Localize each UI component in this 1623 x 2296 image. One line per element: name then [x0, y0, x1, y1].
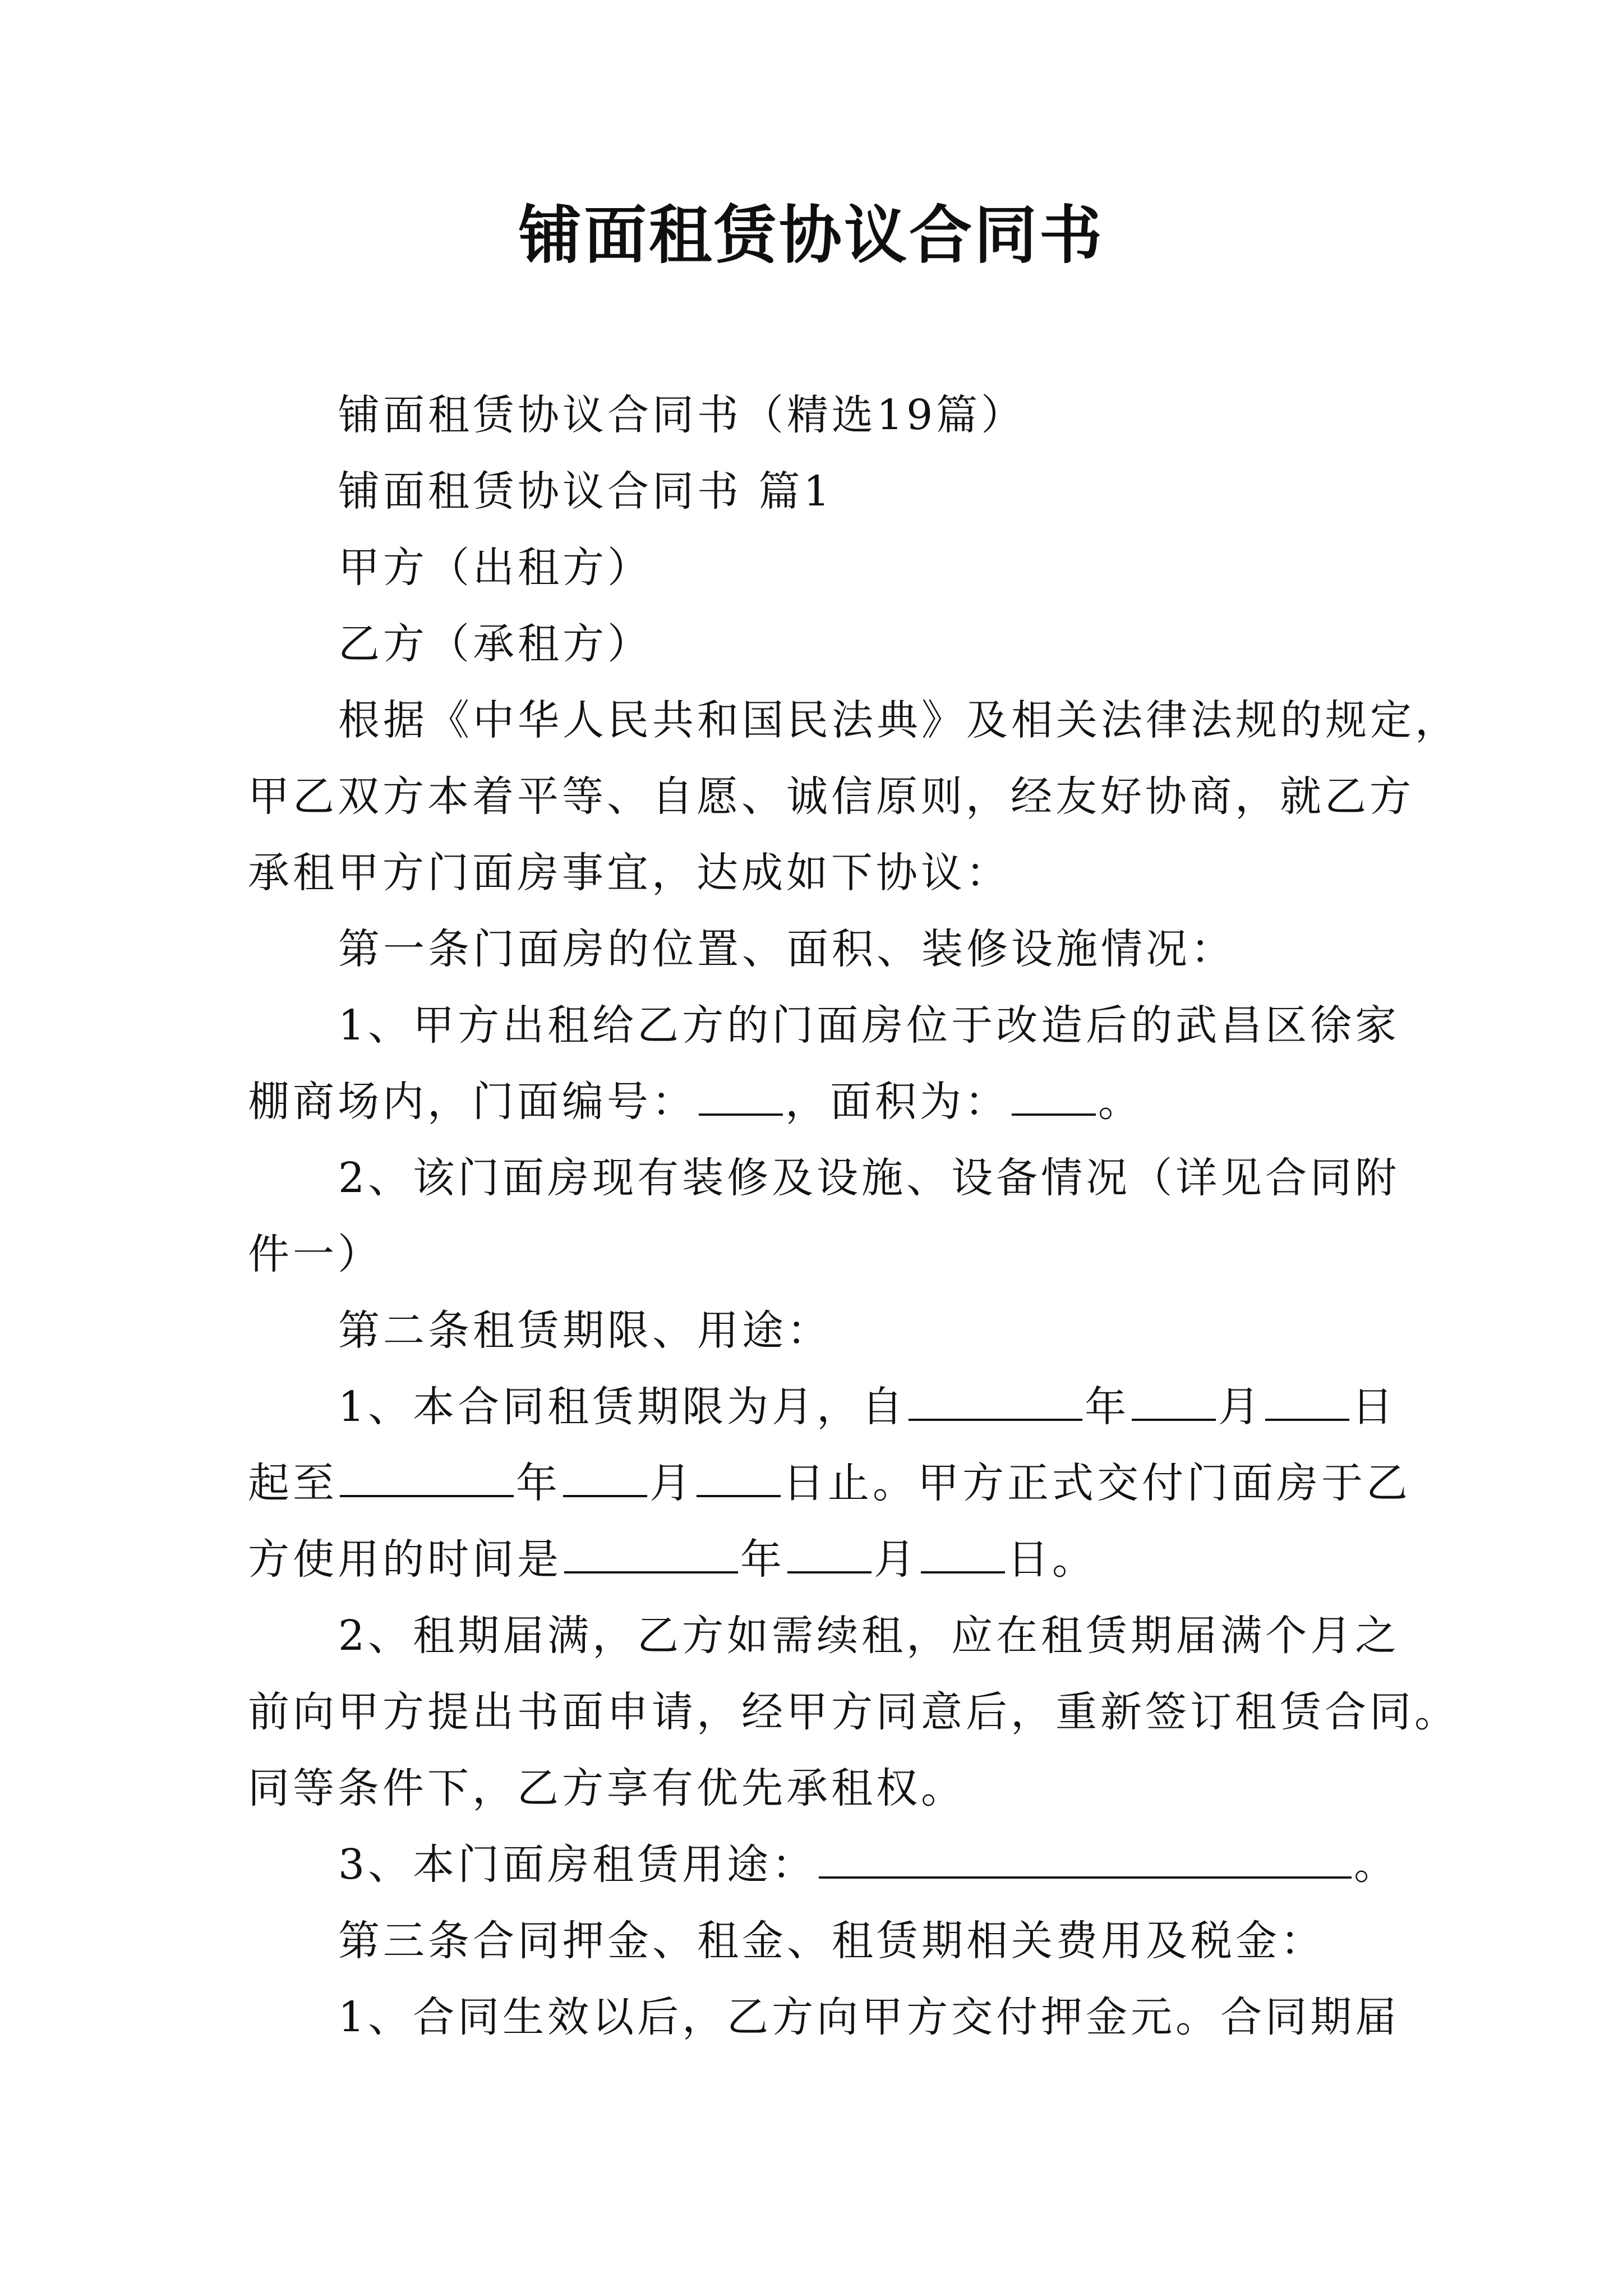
fill-in-blank — [909, 1383, 1082, 1421]
line-text: 年 — [1085, 1383, 1130, 1431]
line-text: 起至 — [248, 1459, 338, 1507]
line-text: 年 — [516, 1459, 561, 1507]
line-text: 方使用的时间是 — [248, 1535, 562, 1584]
line-text: 月 — [649, 1459, 694, 1507]
document-title: 铺面租赁协议合同书 — [519, 199, 1104, 272]
body-line — [248, 1074, 1143, 1130]
line-text: 棚商场内，门面编号： — [248, 1078, 697, 1126]
body-line — [338, 1379, 1396, 1435]
article-heading: 第二条租赁期限、用途： — [338, 1306, 832, 1355]
subtitle-line: 铺面租赁协议合同书（精选19篇） — [338, 391, 1026, 439]
body-line: 甲乙双方本着平等、自愿、诚信原则，经友好协商，就乙方 — [248, 772, 1414, 821]
party-a-line: 甲方（出租方） — [338, 544, 652, 592]
fill-in-blank — [1012, 1078, 1096, 1116]
body-line: 1、合同生效以后，乙方向甲方交付押金元。合同期届 — [338, 1993, 1400, 2041]
line-text: 日止。甲方正式交付门面房于乙 — [783, 1459, 1411, 1507]
line-text: 。 — [1354, 1841, 1399, 1889]
line-text: 月 — [874, 1535, 919, 1584]
article-heading: 第三条合同押金、租金、租赁期相关费用及税金： — [338, 1917, 1325, 1965]
line-text: 1、本合同租赁期限为月，自 — [338, 1383, 907, 1431]
fill-in-blank — [1132, 1383, 1216, 1421]
article-heading: 第一条门面房的位置、面积、装修设施情况： — [338, 925, 1235, 973]
fill-in-blank — [697, 1459, 781, 1497]
line-text: 。 — [1098, 1078, 1143, 1126]
body-line: 根据《中华人民共和国民法典》及相关法律法规的规定， — [338, 696, 1460, 744]
line-text: ，面积为： — [785, 1078, 1009, 1126]
body-line: 承租甲方门面房事宜，达成如下协议： — [248, 849, 1011, 897]
line-text: 3、本门面房租赁用途： — [338, 1841, 817, 1889]
body-line: 件一） — [248, 1230, 382, 1278]
fill-in-blank — [340, 1459, 514, 1497]
fill-in-blank — [1265, 1383, 1349, 1421]
fill-in-blank — [699, 1078, 783, 1116]
fill-in-blank — [564, 1535, 738, 1573]
line-text: 年 — [740, 1535, 785, 1584]
body-line — [338, 1837, 1399, 1893]
body-line: 2、该门面房现有装修及设施、设备情况（详见合同附 — [338, 1154, 1400, 1202]
fill-in-blank — [563, 1459, 647, 1497]
fill-in-blank — [819, 1841, 1352, 1879]
body-line: 2、租期届满，乙方如需续租，应在租赁期届满个月之 — [338, 1612, 1400, 1660]
fill-in-blank — [787, 1535, 872, 1573]
fill-in-blank — [921, 1535, 1005, 1573]
line-text: 日。 — [1007, 1535, 1097, 1584]
body-line — [248, 1455, 1411, 1511]
line-text: 日 — [1352, 1383, 1397, 1431]
section-heading: 铺面租赁协议合同书 篇1 — [338, 467, 833, 516]
body-line: 同等条件下，乙方享有优先承租权。 — [248, 1764, 966, 1812]
line-text: 月 — [1218, 1383, 1264, 1431]
body-line: 前向甲方提出书面申请，经甲方同意后，重新签订租赁合同。 — [248, 1688, 1459, 1736]
party-b-line: 乙方（承租方） — [338, 620, 652, 668]
body-line: 1、甲方出租给乙方的门面房位于改造后的武昌区徐家 — [338, 1001, 1400, 1050]
body-line — [248, 1531, 1097, 1588]
